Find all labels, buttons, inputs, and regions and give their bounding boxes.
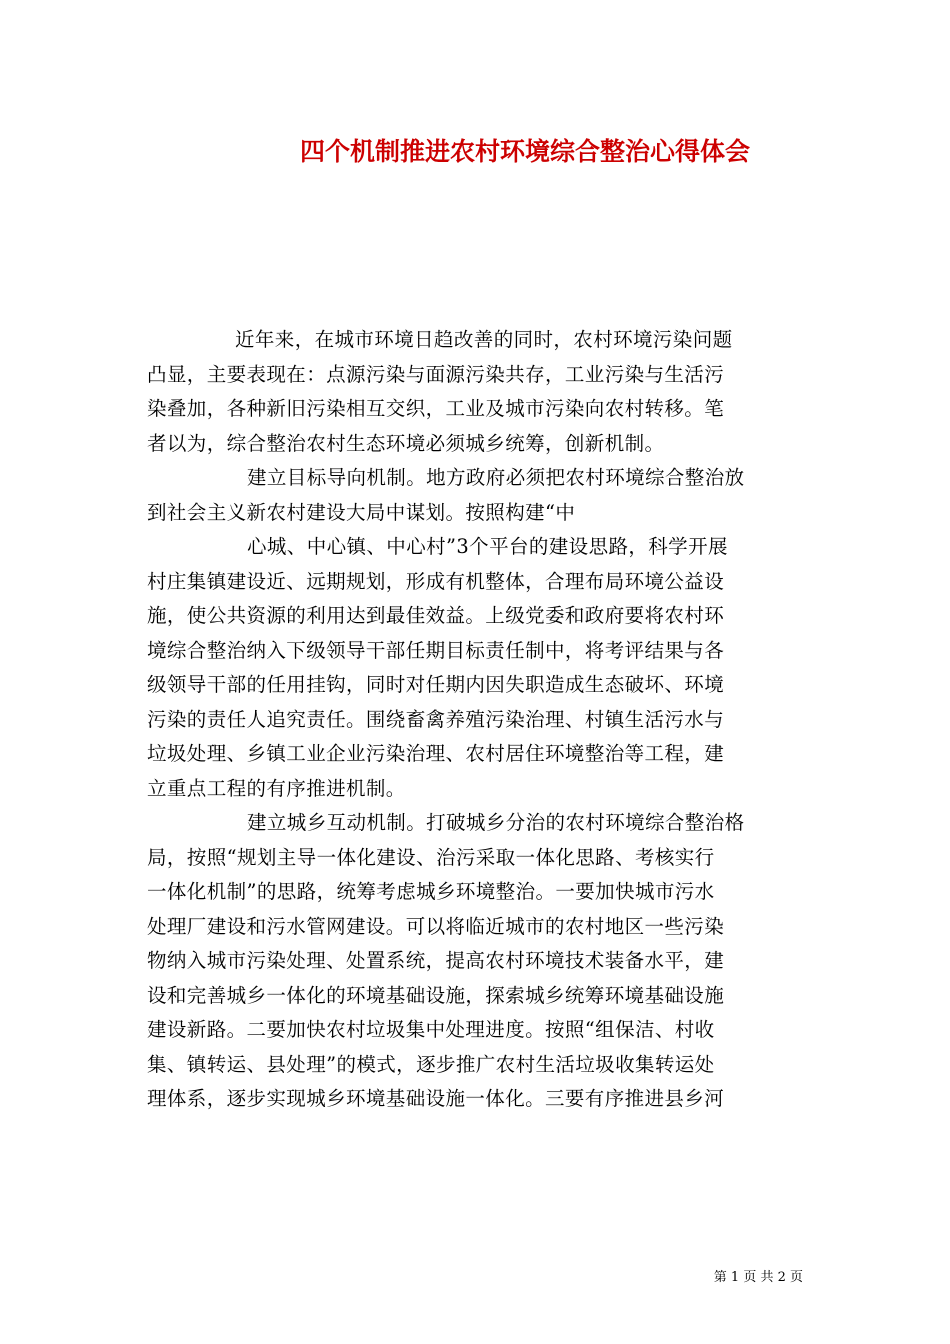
text-line: 局，按照“规划主导一体化建设、治污采取一体化思路、考核实行 — [147, 845, 715, 869]
page-number: 第 1 页 共 2 页 — [713, 1270, 803, 1285]
document-body — [147, 323, 807, 1117]
text-line: 心城、中心镇、中心村”3个平台的建设思路，科学开展 — [247, 535, 728, 558]
text-line: 施，使公共资源的利用达到最佳效益。上级党委和政府要将农村环 — [147, 604, 725, 627]
text-line: 建立城乡互动机制。打破城乡分治的农村环境综合整治格 — [247, 811, 745, 834]
document-title: 四个机制推进农村环境综合整治心得体会 — [299, 137, 750, 166]
text-line: 境综合整治纳入下级领导干部任期目标责任制中，将考评结果与各 — [147, 638, 725, 662]
text-line: 染叠加，各种新旧污染相互交织，工业及城市污染向农村转移。笔 — [147, 397, 725, 420]
text-line: 集、镇转运、县处理”的模式，逐步推广农村生活垃圾收集转运处 — [147, 1052, 715, 1076]
text-line: 村庄集镇建设近、远期规划，形成有机整体，合理布局环境公益设 — [147, 569, 725, 593]
text-line: 一体化机制”的思路，统筹考虑城乡环境整治。一要加快城市污水 — [147, 880, 715, 903]
text-line: 理体系，逐步实现城乡环境基础设施一体化。三要有序推进县乡河 — [147, 1087, 725, 1110]
text-line: 垃圾处理、乡镇工业企业污染治理、农村居住环境整治等工程，建 — [147, 742, 725, 765]
text-line: 凸显，主要表现在：点源污染与面源污染共存，工业污染与生活污 — [147, 362, 725, 386]
text-line: 级领导干部的任用挂钩，同时对任期内因失职造成生态破坏、环境 — [147, 673, 725, 696]
text-line: 立重点工程的有序推进机制。 — [147, 776, 406, 800]
text-line: 者以为，综合整治农村生态环境必须城乡统筹，创新机制。 — [147, 431, 665, 455]
text-line: 建设新路。二要加快农村垃圾集中处理进度。按照“组保洁、村收 — [147, 1018, 715, 1041]
text-line: 建立目标导向机制。地方政府必须把农村环境综合整治放 — [247, 466, 745, 489]
text-line: 物纳入城市污染处理、处置系统，提高农村环境技术装备水平，建 — [147, 949, 725, 972]
text-line: 污染的责任人追究责任。围绕畜禽养殖污染治理、村镇生活污水与 — [147, 707, 725, 731]
text-line: 到社会主义新农村建设大局中谋划。按照构建“中 — [147, 500, 576, 524]
text-line: 设和完善城乡一体化的环境基础设施，探索城乡统筹环境基础设施 — [147, 983, 725, 1007]
text-line: 近年来，在城市环境日趋改善的同时，农村环境污染问题 — [235, 328, 733, 351]
text-line: 处理厂建设和污水管网建设。可以将临近城市的农村地区一些污染 — [147, 914, 725, 938]
